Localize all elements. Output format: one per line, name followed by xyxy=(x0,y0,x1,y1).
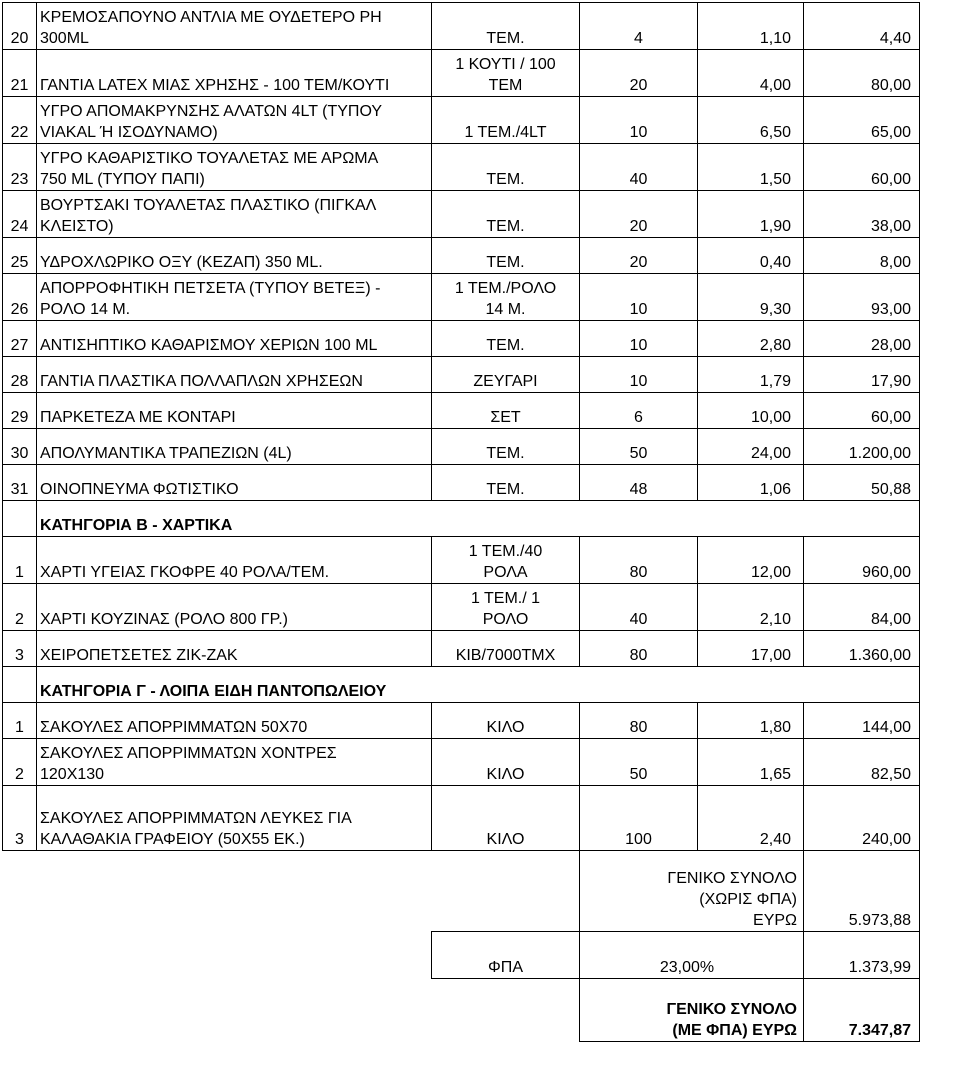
item-unit xyxy=(432,274,580,321)
row-number: 30 xyxy=(3,429,37,465)
item-total: 1.200,00 xyxy=(804,429,920,465)
item-unit-price: 1,80 xyxy=(698,703,804,739)
category-row xyxy=(3,667,920,703)
category-number-cell xyxy=(3,501,37,537)
item-unit xyxy=(432,537,580,584)
row-number: 1 xyxy=(3,703,37,739)
item-unit xyxy=(432,97,580,144)
item-unit-line: ΤΕΜ. xyxy=(486,337,525,354)
row-number: 3 xyxy=(3,631,37,667)
item-unit-price: 2,40 xyxy=(698,786,804,851)
item-quantity: 40 xyxy=(580,584,698,631)
item-total: 144,00 xyxy=(804,703,920,739)
item-unit-line: ΤΕΜ. xyxy=(486,254,525,271)
item-description xyxy=(37,50,432,97)
item-description-line: ΚΑΛΑΘΑΚΙΑ ΓΡΑΦΕΙΟΥ (50Χ55 ΕΚ.) xyxy=(40,831,305,848)
item-description-line: ΡΟΛΟ 14 Μ. xyxy=(40,301,131,318)
item-description-line: ΠΑΡΚΕΤΕΖΑ ΜΕ ΚΟΝΤΑΡΙ xyxy=(40,409,236,426)
row-number: 29 xyxy=(3,393,37,429)
item-description xyxy=(37,429,432,465)
item-quantity: 10 xyxy=(580,321,698,357)
item-unit-price: 17,00 xyxy=(698,631,804,667)
item-description-line: ΑΠΟΡΡΟΦΗΤΙΚΗ ΠΕΤΣΕΤΑ (ΤΥΠΟΥ ΒΕΤΕΞ) - xyxy=(40,280,381,297)
item-unit-price: 10,00 xyxy=(698,393,804,429)
item-description xyxy=(37,786,432,851)
item-description-line: ΒΟΥΡΤΣΑΚΙ ΤΟΥΑΛΕΤΑΣ ΠΛΑΣΤΙΚΟ (ΠΙΓΚΑΛ xyxy=(40,197,377,214)
row-number: 28 xyxy=(3,357,37,393)
item-unit-line: 1 ΤΕΜ./4LT xyxy=(464,124,547,141)
item-unit-line: ΤΕΜ. xyxy=(486,171,525,188)
item-quantity: 10 xyxy=(580,274,698,321)
row-number: 27 xyxy=(3,321,37,357)
table-row xyxy=(3,144,920,191)
item-unit-line: ΤΕΜ. xyxy=(486,445,525,462)
item-description xyxy=(37,584,432,631)
item-description-line: VIAKAL Ή ΙΣΟΔΥΝΑΜΟ) xyxy=(40,124,218,141)
row-number: 31 xyxy=(3,465,37,501)
item-description-line: ΣΑΚΟΥΛΕΣ ΑΠΟΡΡΙΜΜΑΤΩΝ ΛΕΥΚΕΣ ΓΙΑ xyxy=(40,810,352,827)
row-number: 1 xyxy=(3,537,37,584)
item-description-line: ΧΑΡΤΙ ΥΓΕΙΑΣ ΓΚΟΦΡΕ 40 ΡΟΛΑ/ΤΕΜ. xyxy=(40,564,330,581)
table-row xyxy=(3,584,920,631)
table-row xyxy=(3,97,920,144)
item-unit-line: ΚΙΛΟ xyxy=(486,831,525,848)
item-unit-price: 9,30 xyxy=(698,274,804,321)
item-quantity: 80 xyxy=(580,537,698,584)
table-row xyxy=(3,3,920,50)
item-unit-line: 14 Μ. xyxy=(485,301,526,318)
total-label: ΓΕΝΙΚΟ ΣΥΝΟΛΟ (ΜΕ ΦΠΑ) ΕΥΡΩ xyxy=(580,979,804,1042)
row-number: 23 xyxy=(3,144,37,191)
item-description-line: ΑΝΤΙΣΗΠΤΙΚΟ ΚΑΘΑΡΙΣΜΟΥ ΧΕΡΙΩΝ 100 ML xyxy=(40,337,378,354)
item-description-line: 750 ML (ΤΥΠΟΥ ΠΑΠΙ) xyxy=(40,171,205,188)
item-unit-price: 24,00 xyxy=(698,429,804,465)
row-number: 21 xyxy=(3,50,37,97)
item-total: 60,00 xyxy=(804,144,920,191)
table-row xyxy=(3,429,920,465)
item-description-line: ΚΛΕΙΣΤΟ) xyxy=(40,218,114,235)
item-unit-line: ΡΟΛΑ xyxy=(483,564,528,581)
row-number: 24 xyxy=(3,191,37,238)
item-total: 80,00 xyxy=(804,50,920,97)
item-unit xyxy=(432,357,580,393)
item-description xyxy=(37,238,432,274)
item-unit xyxy=(432,429,580,465)
item-total: 240,00 xyxy=(804,786,920,851)
table-row xyxy=(3,357,920,393)
item-description xyxy=(37,393,432,429)
item-unit-price: 6,50 xyxy=(698,97,804,144)
item-description xyxy=(37,97,432,144)
row-number: 3 xyxy=(3,786,37,851)
item-total: 65,00 xyxy=(804,97,920,144)
item-description-line: ΣΑΚΟΥΛΕΣ ΑΠΟΡΡΙΜΜΑΤΩΝ 50Χ70 xyxy=(40,719,308,736)
table-row xyxy=(3,537,920,584)
item-unit-line: ΣΕΤ xyxy=(490,409,521,426)
item-total: 8,00 xyxy=(804,238,920,274)
row-number: 26 xyxy=(3,274,37,321)
item-quantity: 6 xyxy=(580,393,698,429)
item-description-line: ΚΡΕΜΟΣΑΠΟΥΝΟ ΑΝΤΛΙΑ ΜΕ ΟΥΔΕΤΕΡΟ PH xyxy=(40,9,382,26)
item-quantity: 50 xyxy=(580,429,698,465)
item-unit xyxy=(432,238,580,274)
item-unit-price: 4,00 xyxy=(698,50,804,97)
item-unit xyxy=(432,786,580,851)
item-description-line: ΟΙΝΟΠΝΕΥΜΑ ΦΩΤΙΣΤΙΚΟ xyxy=(40,481,239,498)
table-row xyxy=(3,739,920,786)
item-total: 84,00 xyxy=(804,584,920,631)
item-unit xyxy=(432,739,580,786)
item-unit xyxy=(432,393,580,429)
item-description xyxy=(37,144,432,191)
row-number: 25 xyxy=(3,238,37,274)
item-unit-line: ΤΕΜ. xyxy=(486,481,525,498)
item-unit-line: ΚΙΛΟ xyxy=(486,766,525,783)
item-unit-price: 1,50 xyxy=(698,144,804,191)
item-unit-price: 12,00 xyxy=(698,537,804,584)
item-unit xyxy=(432,3,580,50)
table-row xyxy=(3,274,920,321)
table-row xyxy=(3,238,920,274)
total-value: 7.347,87 xyxy=(804,979,920,1042)
items-table-body xyxy=(3,3,920,851)
table-row xyxy=(3,191,920,238)
item-description xyxy=(37,321,432,357)
row-number: 20 xyxy=(3,3,37,50)
item-total: 50,88 xyxy=(804,465,920,501)
item-unit-line: ΚΙΛΟ xyxy=(486,719,525,736)
item-description xyxy=(37,3,432,50)
item-total: 28,00 xyxy=(804,321,920,357)
item-unit-price: 1,79 xyxy=(698,357,804,393)
item-unit-line: ΤΕΜ. xyxy=(486,218,525,235)
item-unit-line: 1 ΚΟΥΤΙ / 100 xyxy=(455,56,556,73)
item-quantity: 20 xyxy=(580,238,698,274)
item-description-line: ΥΓΡΟ ΑΠΟΜΑΚΡΥΝΣΗΣ ΑΛΑΤΩΝ 4LT (ΤΥΠΟΥ xyxy=(40,103,383,120)
item-unit xyxy=(432,465,580,501)
items-table xyxy=(2,2,920,1042)
item-unit xyxy=(432,191,580,238)
item-description xyxy=(37,274,432,321)
table-row xyxy=(3,465,920,501)
item-unit-price: 2,80 xyxy=(698,321,804,357)
item-description xyxy=(37,739,432,786)
item-unit-price: 1,65 xyxy=(698,739,804,786)
table-row xyxy=(3,321,920,357)
item-unit-price: 0,40 xyxy=(698,238,804,274)
item-unit xyxy=(432,321,580,357)
item-description-line: ΥΔΡΟΧΛΩΡΙΚΟ ΟΞΥ (ΚΕΖΑΠ) 350 ML. xyxy=(40,254,323,271)
item-unit-line: ΤΕΜ. xyxy=(486,30,525,47)
category-heading: ΚΑΤΗΓΟΡΙΑ Γ - ΛΟΙΠΑ ΕΙΔΗ ΠΑΝΤΟΠΩΛΕΙΟΥ xyxy=(37,667,920,703)
item-quantity: 10 xyxy=(580,357,698,393)
item-quantity: 80 xyxy=(580,631,698,667)
item-unit-line: 1 ΤΕΜ./ 1 xyxy=(470,590,541,607)
item-description-line: ΧΑΡΤΙ ΚΟΥΖΙΝΑΣ (ΡΟΛΟ 800 ΓΡ.) xyxy=(40,611,288,628)
item-quantity: 50 xyxy=(580,739,698,786)
row-number: 2 xyxy=(3,739,37,786)
item-quantity: 4 xyxy=(580,3,698,50)
item-unit xyxy=(432,144,580,191)
item-description-line: ΓΑΝΤΙΑ LATEX ΜΙΑΣ ΧΡΗΣΗΣ - 100 ΤΕΜ/ΚΟΥΤΙ xyxy=(40,77,390,94)
item-quantity: 20 xyxy=(580,191,698,238)
summary-row-vat xyxy=(3,932,920,979)
item-quantity: 48 xyxy=(580,465,698,501)
item-description xyxy=(37,357,432,393)
item-quantity: 80 xyxy=(580,703,698,739)
item-quantity: 40 xyxy=(580,144,698,191)
item-unit-line: ΚΙΒ/7000ΤΜΧ xyxy=(455,647,556,664)
item-description-line: 300ML xyxy=(40,30,89,47)
item-description-line: ΑΠΟΛΥΜΑΝΤΙΚΑ ΤΡΑΠΕΖΙΩΝ (4L) xyxy=(40,445,292,462)
table-row xyxy=(3,393,920,429)
vat-value: 1.373,99 xyxy=(804,932,920,979)
item-unit xyxy=(432,703,580,739)
item-description-line: 120Χ130 xyxy=(40,766,105,783)
table-row xyxy=(3,631,920,667)
item-unit-line: ΡΟΛΟ xyxy=(482,611,529,628)
item-total: 82,50 xyxy=(804,739,920,786)
subtotal-label: ΓΕΝΙΚΟ ΣΥΝΟΛΟ (ΧΩΡΙΣ ΦΠΑ) ΕΥΡΩ xyxy=(580,851,804,932)
item-unit-line: 1 ΤΕΜ./ΡΟΛΟ xyxy=(454,280,557,297)
item-quantity: 100 xyxy=(580,786,698,851)
item-total: 60,00 xyxy=(804,393,920,429)
item-description xyxy=(37,191,432,238)
item-description xyxy=(37,703,432,739)
subtotal-value: 5.973,88 xyxy=(804,851,920,932)
item-unit-price: 1,10 xyxy=(698,3,804,50)
summary-section xyxy=(3,851,920,1042)
item-unit-price: 1,06 xyxy=(698,465,804,501)
item-quantity: 20 xyxy=(580,50,698,97)
item-unit-line: 1 ΤΕΜ./40 xyxy=(468,543,543,560)
item-total: 17,90 xyxy=(804,357,920,393)
item-quantity: 10 xyxy=(580,97,698,144)
category-row xyxy=(3,501,920,537)
item-description xyxy=(37,465,432,501)
category-heading: ΚΑΤΗΓΟΡΙΑ Β - ΧΑΡΤΙΚΑ xyxy=(37,501,920,537)
item-total: 4,40 xyxy=(804,3,920,50)
item-unit-price: 1,90 xyxy=(698,191,804,238)
item-description xyxy=(37,537,432,584)
item-description-line: ΥΓΡΟ ΚΑΘΑΡΙΣΤΙΚΟ ΤΟΥΑΛΕΤΑΣ ΜΕ ΑΡΩΜΑ xyxy=(40,150,379,167)
category-number-cell xyxy=(3,667,37,703)
row-number: 22 xyxy=(3,97,37,144)
item-total: 960,00 xyxy=(804,537,920,584)
item-unit-line: ΤΕΜ xyxy=(488,77,523,94)
table-row xyxy=(3,703,920,739)
item-total: 93,00 xyxy=(804,274,920,321)
vat-rate: 23,00% xyxy=(580,932,804,979)
row-number: 2 xyxy=(3,584,37,631)
item-unit xyxy=(432,631,580,667)
summary-row-total xyxy=(3,979,920,1042)
item-description-line: ΣΑΚΟΥΛΕΣ ΑΠΟΡΡΙΜΜΑΤΩΝ ΧΟΝΤΡΕΣ xyxy=(40,745,337,762)
item-description-line: ΓΑΝΤΙΑ ΠΛΑΣΤΙΚΑ ΠΟΛΛΑΠΛΩΝ ΧΡΗΣΕΩΝ xyxy=(40,373,363,390)
item-unit-line: ΖΕΥΓΑΡΙ xyxy=(473,373,538,390)
item-total: 1.360,00 xyxy=(804,631,920,667)
item-unit-price: 2,10 xyxy=(698,584,804,631)
item-description-line: ΧΕΙΡΟΠΕΤΣΕΤΕΣ ZIK-ZAK xyxy=(40,647,238,664)
table-row xyxy=(3,50,920,97)
table-row xyxy=(3,786,920,851)
item-unit xyxy=(432,584,580,631)
item-total: 38,00 xyxy=(804,191,920,238)
item-unit xyxy=(432,50,580,97)
summary-row-subtotal xyxy=(3,851,920,932)
vat-label: ΦΠΑ xyxy=(432,932,580,979)
item-description xyxy=(37,631,432,667)
